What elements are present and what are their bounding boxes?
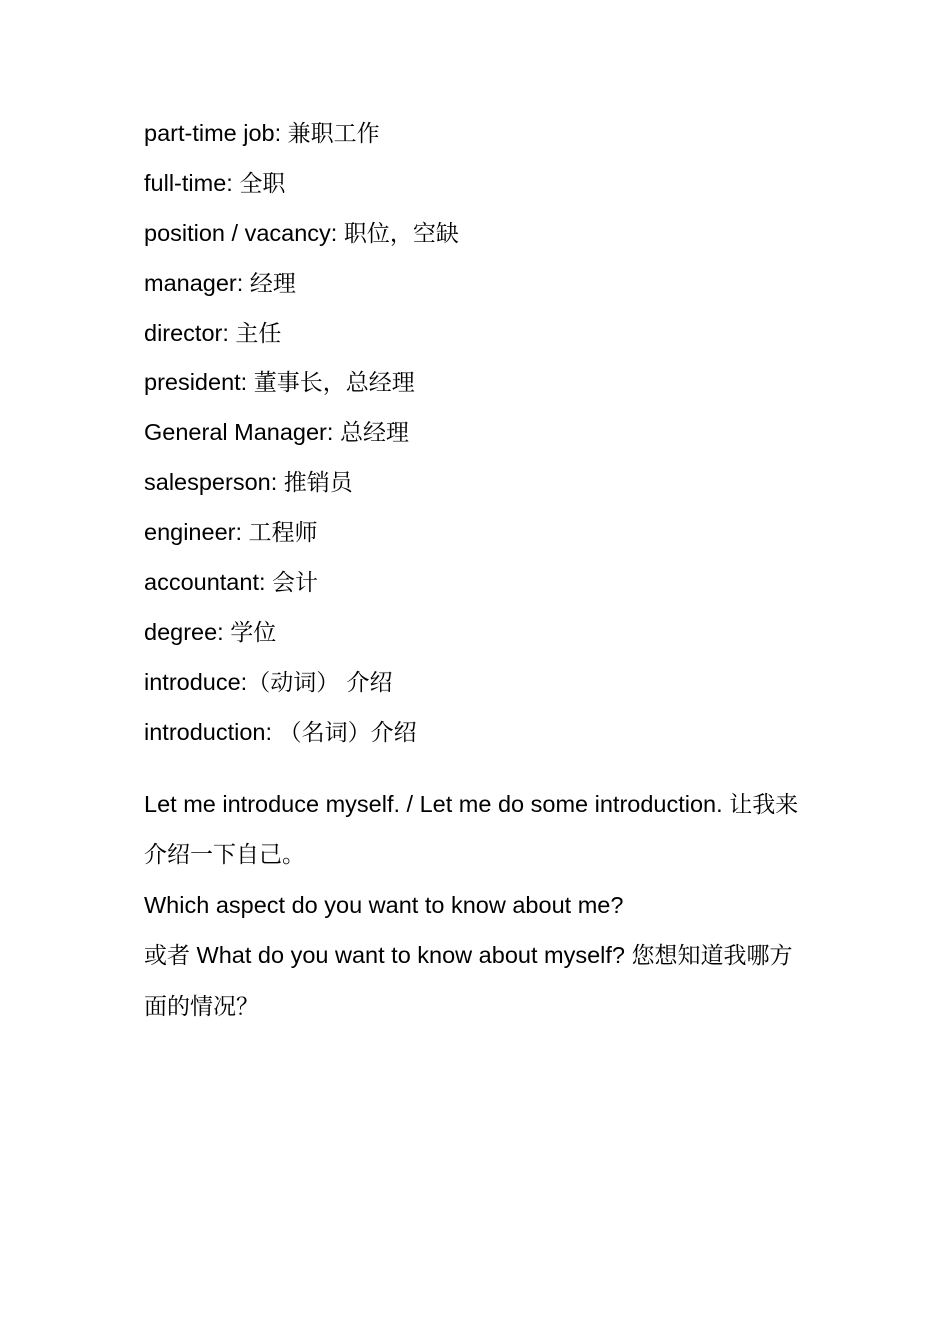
vocab-meaning: （动词） 介绍 xyxy=(247,669,393,696)
sentence-chinese: 让我来介绍一下自己。 xyxy=(144,791,799,869)
vocab-item xyxy=(144,608,814,658)
vocab-item xyxy=(144,309,814,359)
vocab-item xyxy=(144,358,814,408)
vocab-meaning: （名词）介绍 xyxy=(278,719,417,746)
vocab-term: manager: xyxy=(144,269,244,296)
vocab-item xyxy=(144,408,814,458)
vocab-meaning: 推销员 xyxy=(283,470,353,497)
vocab-item xyxy=(144,159,814,209)
vocab-meaning: 职位，空缺 xyxy=(343,220,459,247)
vocab-term: president: xyxy=(144,369,248,396)
sentence-what-do-you-want xyxy=(144,931,814,1033)
vocab-item xyxy=(144,558,814,608)
vocab-item xyxy=(144,209,814,259)
vocab-meaning: 全职 xyxy=(239,170,286,197)
sentence-english: Let me introduce myself. / Let me do some introduction. xyxy=(144,790,723,817)
vocab-term: General Manager: xyxy=(144,419,334,446)
vocab-term: part-time job: xyxy=(144,120,282,146)
vocab-item xyxy=(144,458,814,508)
vocab-meaning: 兼职工作 xyxy=(287,121,380,147)
vocab-term: director: xyxy=(144,319,229,346)
sentence-english: Which aspect do you want to know about me? xyxy=(144,892,624,919)
vocab-meaning: 主任 xyxy=(235,320,282,347)
vocab-item xyxy=(144,508,814,558)
sentence-which-aspect xyxy=(144,881,814,931)
vocab-meaning: 总经理 xyxy=(339,420,409,447)
vocab-term: position / vacancy: xyxy=(144,219,338,246)
vocab-meaning: 工程师 xyxy=(248,520,318,547)
vocab-item xyxy=(144,658,814,708)
vocab-meaning: 董事长，总经理 xyxy=(253,370,415,397)
vocab-meaning: 经理 xyxy=(249,270,296,297)
sentence-introduce-myself xyxy=(144,780,814,882)
vocab-term: accountant: xyxy=(144,569,266,596)
sentence-prefix: 或者 xyxy=(144,943,190,970)
sentence-chinese: 您想知道我哪方面的情况？ xyxy=(144,943,793,1021)
sentence-english: What do you want to know about myself? xyxy=(196,942,625,969)
vocab-term: degree: xyxy=(144,618,224,645)
vocabulary-list xyxy=(144,109,814,758)
example-sentences xyxy=(144,780,814,1034)
vocab-term: engineer: xyxy=(144,519,242,546)
vocab-item xyxy=(144,259,814,309)
vocab-term: introduce: xyxy=(144,668,248,695)
document-content xyxy=(144,109,814,1033)
vocab-term: introduction: xyxy=(144,718,273,745)
vocab-item xyxy=(144,109,814,159)
vocab-meaning: 会计 xyxy=(272,570,319,597)
vocab-meaning: 学位 xyxy=(230,619,277,646)
vocab-term: salesperson: xyxy=(144,469,278,496)
vocab-term: full-time: xyxy=(144,169,233,196)
vocab-item xyxy=(144,708,814,758)
